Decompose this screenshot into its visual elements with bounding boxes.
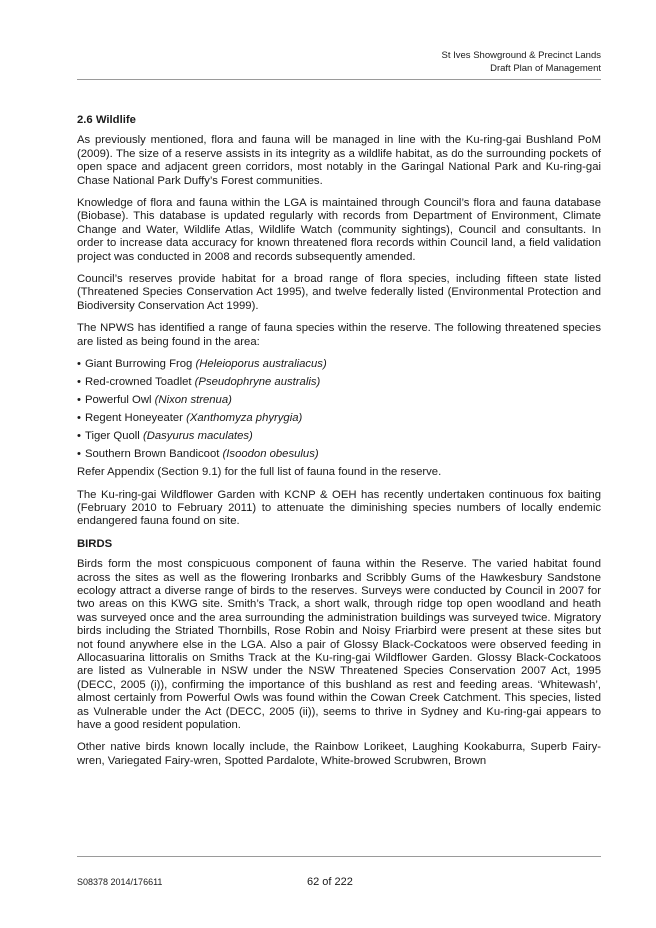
list-item — [77, 448, 601, 461]
page-number: 62 of 222 — [307, 876, 353, 888]
running-header — [442, 50, 601, 75]
species-latin-name: (Nixon strenua) — [154, 394, 232, 407]
bullet: • — [77, 448, 81, 461]
paragraph: Other native birds known locally include, the Rainbow Lorikeet, Laughing Kookaburra, Superb Fairy-wren, Variegated Fairy-wren, Spotted Pardalote, White-browed Scrubwren, Brown — [77, 741, 601, 767]
list-item — [77, 412, 601, 425]
bullet: • — [77, 376, 81, 389]
birds-heading: BIRDS — [77, 537, 113, 550]
paragraph: Birds form the most conspicuous component of fauna within the Reserve. The varied habitat found across the sites as well as the flowering Ironbarks and Scribbly Gums of the Hawkesbury Sandstone ecology attract a diverse range of birds to the reserves. Surveys were conducted by Council in 2007 for two areas on this KWG site. Smith’s Track, a short walk, through ridge top open woodland and heath was surveyed once and the area surrounding the administration buildings was surveyed twice. Migratory birds including the Striated Thornbills, Rose Robin and Noisy Friarbird were present at these sites but not found anywhere else in the LGA. Also a pair of Glossy Black-Cockatoos were observed feeding in Allocasuarina littoralis on Smiths Track at the Ku-ring-gai Wildflower Garden. Glossy Black-Cockatoos are listed as Vulnerable in NSW under the NSW Threatened Species Conservation 2007 Act, 1995 (DECC, 2005 (i)), confirming the importance of this bushland as rest and feeding areas. ‘Whitewash’, almost certainly from Powerful Owls was found within the Cowan Creek Catchment. This species, listed as Vulnerable under the Act (DECC, 2005 (ii)), seems to thrive in Sydney and Ku-ring-gai appears to have a good resident population. — [77, 558, 601, 731]
header-divider — [77, 79, 601, 80]
bullet: • — [77, 358, 81, 371]
document-reference: S08378 2014/176611 — [77, 877, 163, 887]
species-common-name: Regent Honeyeater — [84, 412, 183, 425]
bullet: • — [77, 430, 81, 443]
bullet: • — [77, 394, 81, 407]
paragraph: Refer Appendix (Section 9.1) for the full list of fauna found in the reserve. — [77, 466, 442, 479]
bullet: • — [77, 412, 81, 425]
list-item — [77, 358, 601, 371]
paragraph: As previously mentioned, flora and fauna will be managed in line with the Ku-ring-gai Bushland PoM (2009). The size of a reserve assists in its integrity as a wildlife habitat, as do the surrounding pockets of open space and adjacent green corridors, most notably in the Garingal National Park and Ku-ring-gai Chase National Park Duffy’s Forest communities. — [77, 134, 601, 187]
paragraph: Council’s reserves provide habitat for a broad range of flora species, including fifteen state listed (Threatened Species Conservation Act 1995), and twelve federally listed (Environmental Protection and Biodiversity Conservation Act 1999). — [77, 273, 601, 312]
section-heading: 2.6 Wildlife — [77, 114, 136, 126]
species-latin-name: (Isoodon obesulus) — [222, 448, 319, 461]
paragraph: The Ku-ring-gai Wildflower Garden with KCNP & OEH has recently undertaken continuous fox baiting (February 2010 to February 2011) to attenuate the diminishing species numbers of locally endemic endangered fauna found on site. — [77, 488, 601, 528]
species-common-name: Tiger Quoll — [84, 430, 140, 443]
footer-divider — [77, 856, 601, 857]
threatened-species-list — [77, 358, 601, 461]
species-common-name: Red-crowned Toadlet — [84, 376, 192, 389]
species-latin-name: (Xanthomyza phyrygia) — [186, 412, 303, 425]
paragraph: The NPWS has identified a range of fauna species within the reserve. The following threatened species are listed as being found in the area: — [77, 322, 601, 348]
list-item — [77, 376, 601, 389]
list-item — [77, 430, 601, 443]
header-title: St Ives Showground & Precinct Lands — [441, 50, 601, 61]
page-body — [77, 114, 601, 777]
paragraph: Knowledge of flora and fauna within the LGA is maintained through Council’s flora and fauna database (Biobase). This database is updated regularly with records from Department of Environment, Climate Change and Water, Wildlife Atlas, Wildlife Watch (community sightings), Council and consultants. In order to increase data accuracy for known threatened flora records within Council land, a field validation project was conducted in 2008 and records subsequently amended. — [77, 197, 601, 263]
species-latin-name: (Pseudophryne australis) — [194, 376, 321, 389]
species-common-name: Powerful Owl — [84, 394, 152, 407]
species-common-name: Southern Brown Bandicoot — [84, 448, 220, 461]
species-latin-name: (Heleioporus australiacus) — [195, 358, 327, 371]
species-latin-name: (Dasyurus maculates) — [142, 430, 253, 443]
list-item — [77, 394, 601, 407]
species-common-name: Giant Burrowing Frog — [84, 358, 193, 371]
header-subtitle: Draft Plan of Management — [490, 62, 601, 74]
